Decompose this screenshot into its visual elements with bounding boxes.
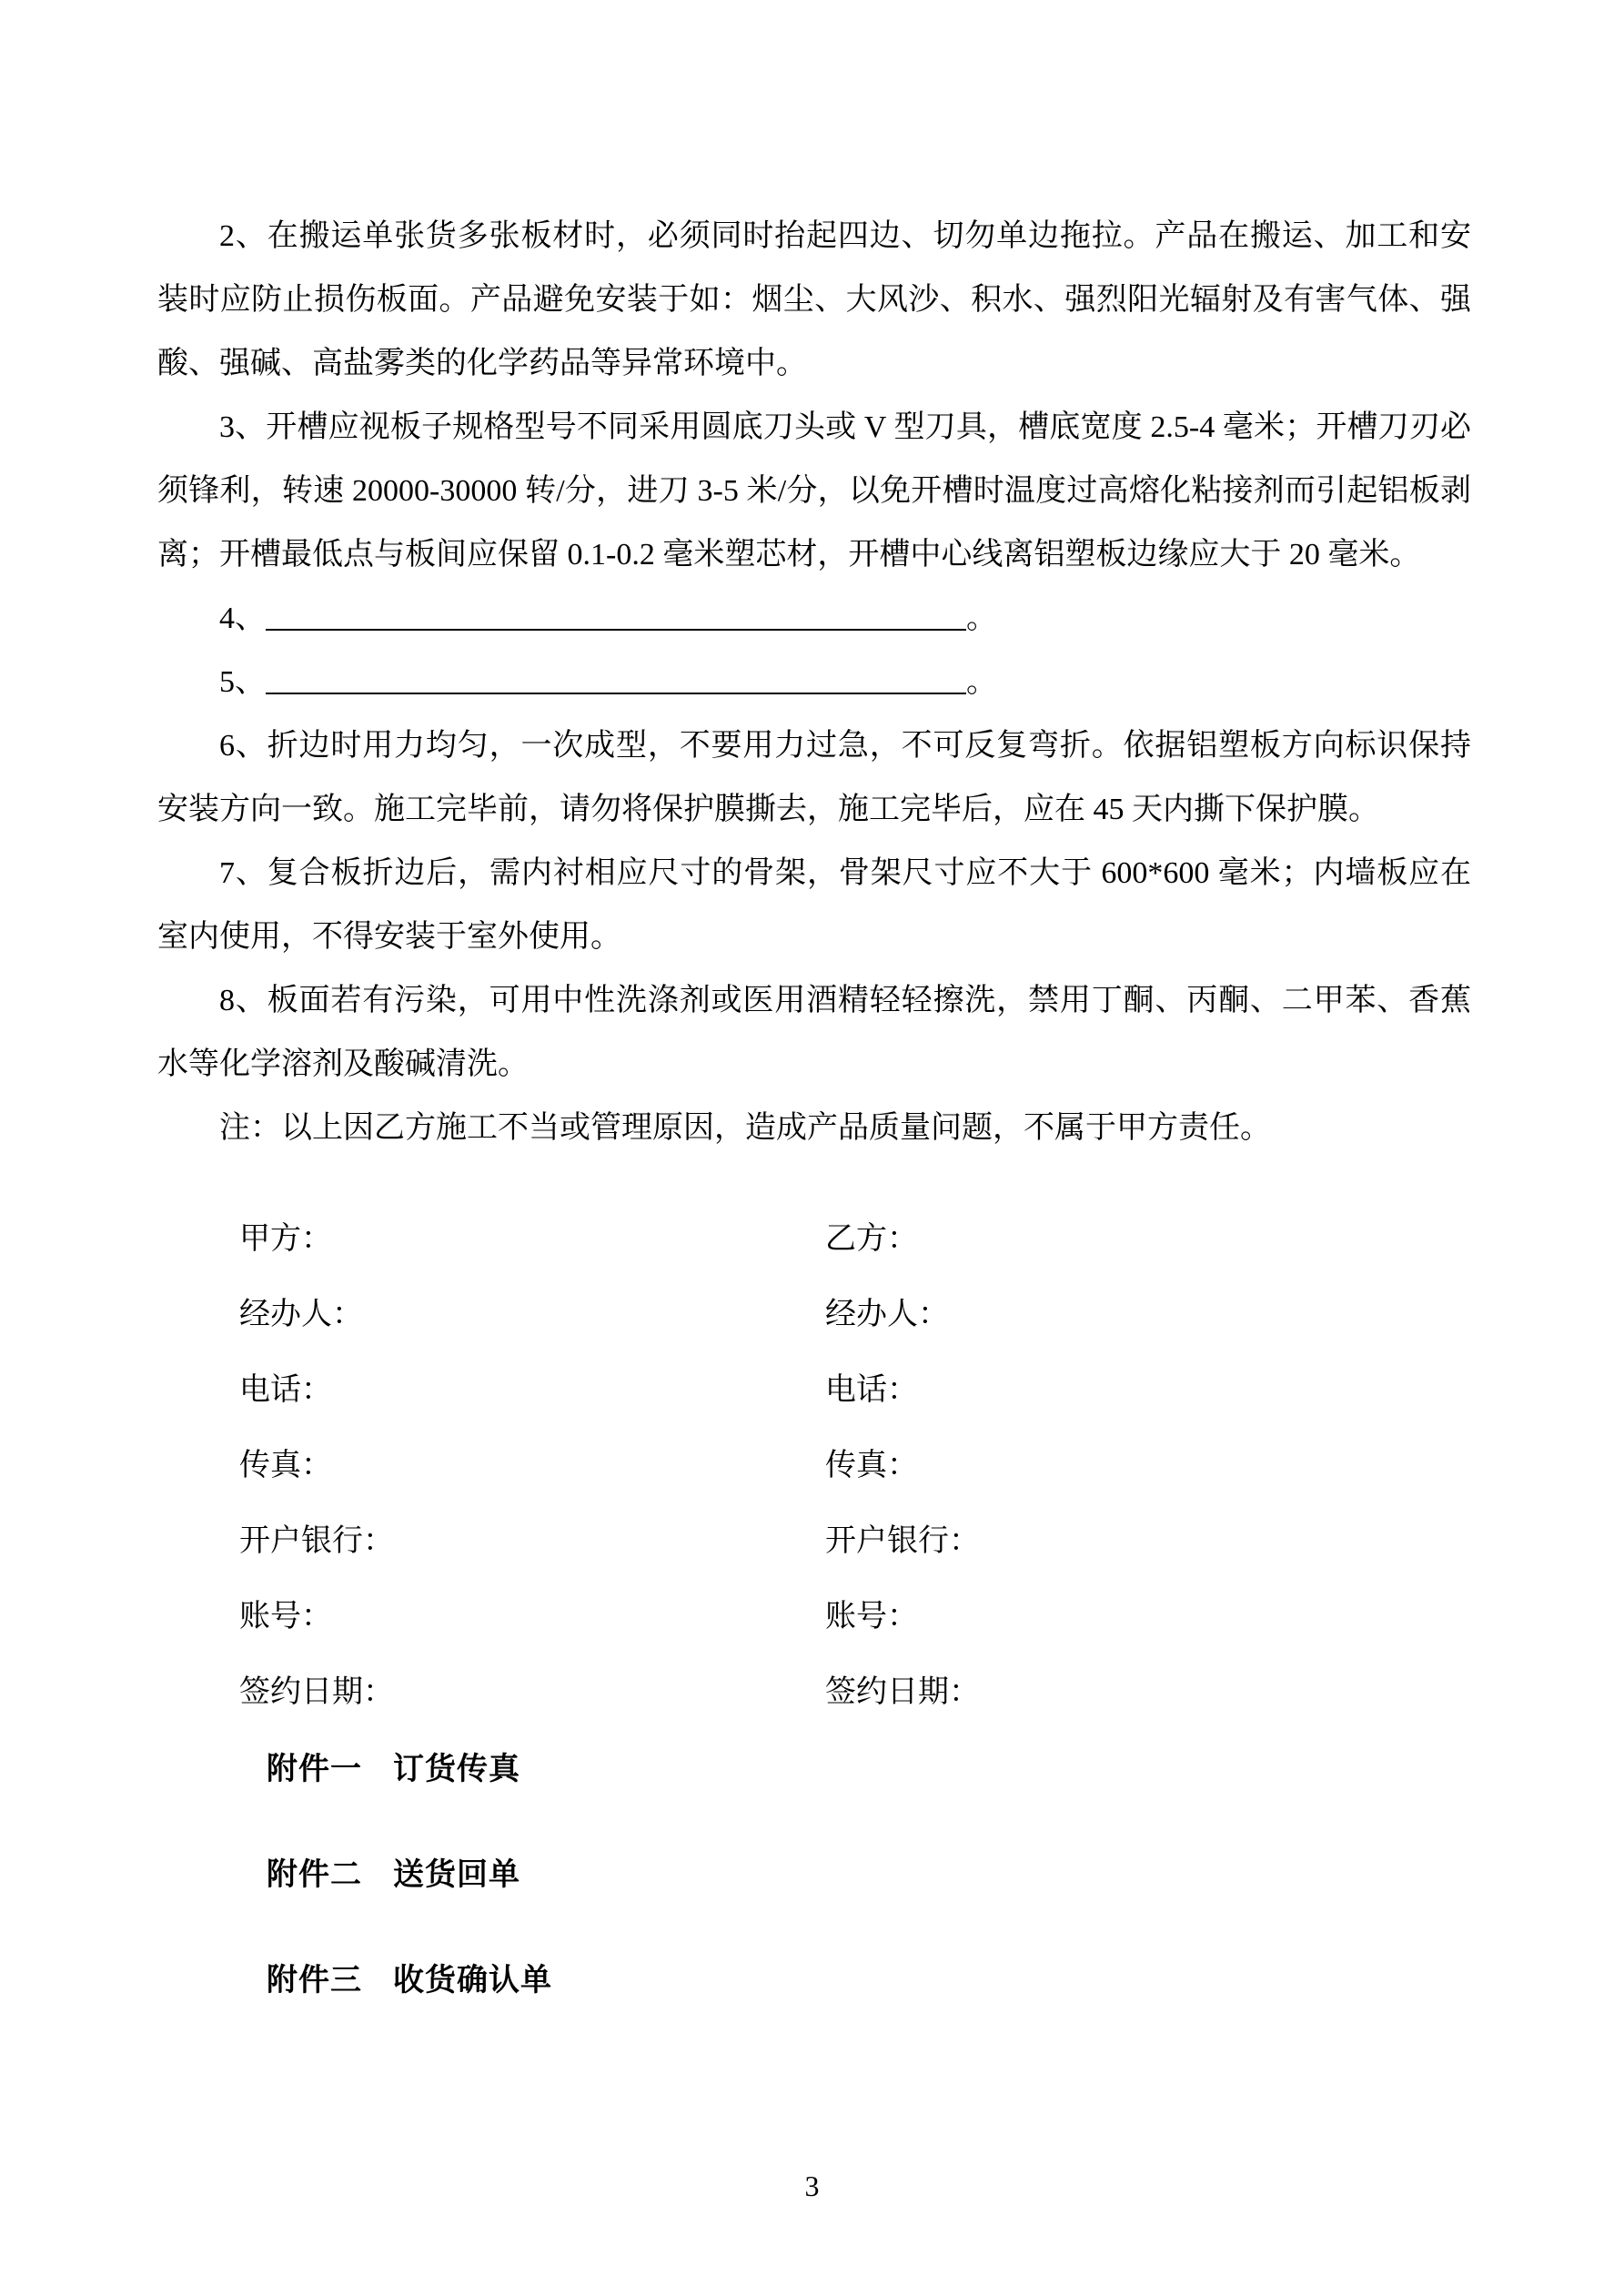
clause-5-number: 5、 (219, 665, 266, 699)
fill-in-blank-line (266, 667, 966, 694)
party-b-column (814, 1201, 1471, 1730)
party-b-date-label: 签约日期： (825, 1675, 980, 1709)
attachment-1-label: 附件一 (267, 1753, 362, 1786)
party-b-label: 乙方： (825, 1222, 918, 1256)
blank-clause-4 (157, 587, 1471, 651)
attachment-3-label: 附件三 (267, 1964, 362, 1998)
attachment-heading-3 (267, 1964, 1471, 1998)
note-line: 注：以上因乙方施工不当或管理原因，造成产品质量问题，不属于甲方责任。 (219, 1111, 1271, 1145)
clause-6: 6、折边时用力均匀，一次成型，不要用力过急，不可反复弯折。依据铝塑板方向标识保持安装方向一致。施工完毕前，请勿将保护膜撕去，施工完毕后，应在 45 天内撕下保护膜。 (157, 729, 1471, 826)
party-a-account-label: 账号： (239, 1600, 332, 1633)
page-number: 3 (804, 2170, 820, 2202)
clause-4-period: 。 (966, 602, 997, 635)
contract-clauses (157, 205, 1471, 1160)
blank-clause-5 (157, 651, 1471, 714)
party-b-fax-label: 传真： (825, 1449, 918, 1482)
attachment-1-title: 订货传真 (393, 1753, 520, 1786)
clause-5-period: 。 (966, 665, 997, 699)
party-b-agent-label: 经办人： (825, 1298, 949, 1331)
attachment-heading-1 (267, 1753, 1471, 1787)
clause-3: 3、开槽应视板子规格型号不同采用圆底刀头或 V 型刀具，槽底宽度 2.5-4 毫米；开槽刀刃必须锋利，转速 20000-30000 转/分，进刀 3-5 米/分，以免开槽时温度过高熔化粘接剂而引起铝板剥离；开槽最低点与板间应保留 0.1-0.2 毫米塑芯材，开槽中心线离铝塑板边缘应大于 20 毫米。 (157, 410, 1471, 571)
party-a-agent-label: 经办人： (239, 1298, 363, 1331)
attachments-list (157, 1753, 1471, 1998)
clause-7: 7、复合板折边后，需内衬相应尺寸的骨架，骨架尺寸应不大于 600*600 毫米；内墙板应在室内使用，不得安装于室外使用。 (157, 856, 1471, 954)
attachment-3-title: 收货确认单 (393, 1964, 552, 1998)
party-a-phone-label: 电话： (239, 1373, 332, 1407)
party-b-account-label: 账号： (825, 1600, 918, 1633)
attachment-heading-2 (267, 1858, 1471, 1893)
party-a-bank-label: 开户银行： (239, 1524, 394, 1558)
party-a-fax-label: 传真： (239, 1449, 332, 1482)
clause-8: 8、板面若有污染，可用中性洗涤剂或医用酒精轻轻擦洗，禁用丁酮、丙酮、二甲苯、香蕉水等化学溶剂及酸碱清洗。 (157, 984, 1471, 1081)
fill-in-blank-line (266, 603, 966, 631)
clause-2: 2、在搬运单张货多张板材时，必须同时抬起四边、切勿单边拖拉。产品在搬运、加工和安装时应防止损伤板面。产品避免安装于如：烟尘、大风沙、积水、强烈阳光辐射及有害气体、强酸、强碱、高盐雾类的化学药品等异常环境中。 (157, 219, 1471, 380)
attachment-2-title: 送货回单 (393, 1858, 520, 1892)
party-a-date-label: 签约日期： (239, 1675, 394, 1709)
signature-block (157, 1201, 1471, 1730)
attachment-2-label: 附件二 (267, 1858, 362, 1892)
party-a-column (157, 1201, 814, 1730)
clause-4-number: 4、 (219, 602, 266, 635)
party-b-phone-label: 电话： (825, 1373, 918, 1407)
party-b-bank-label: 开户银行： (825, 1524, 980, 1558)
party-a-label: 甲方： (239, 1222, 332, 1256)
